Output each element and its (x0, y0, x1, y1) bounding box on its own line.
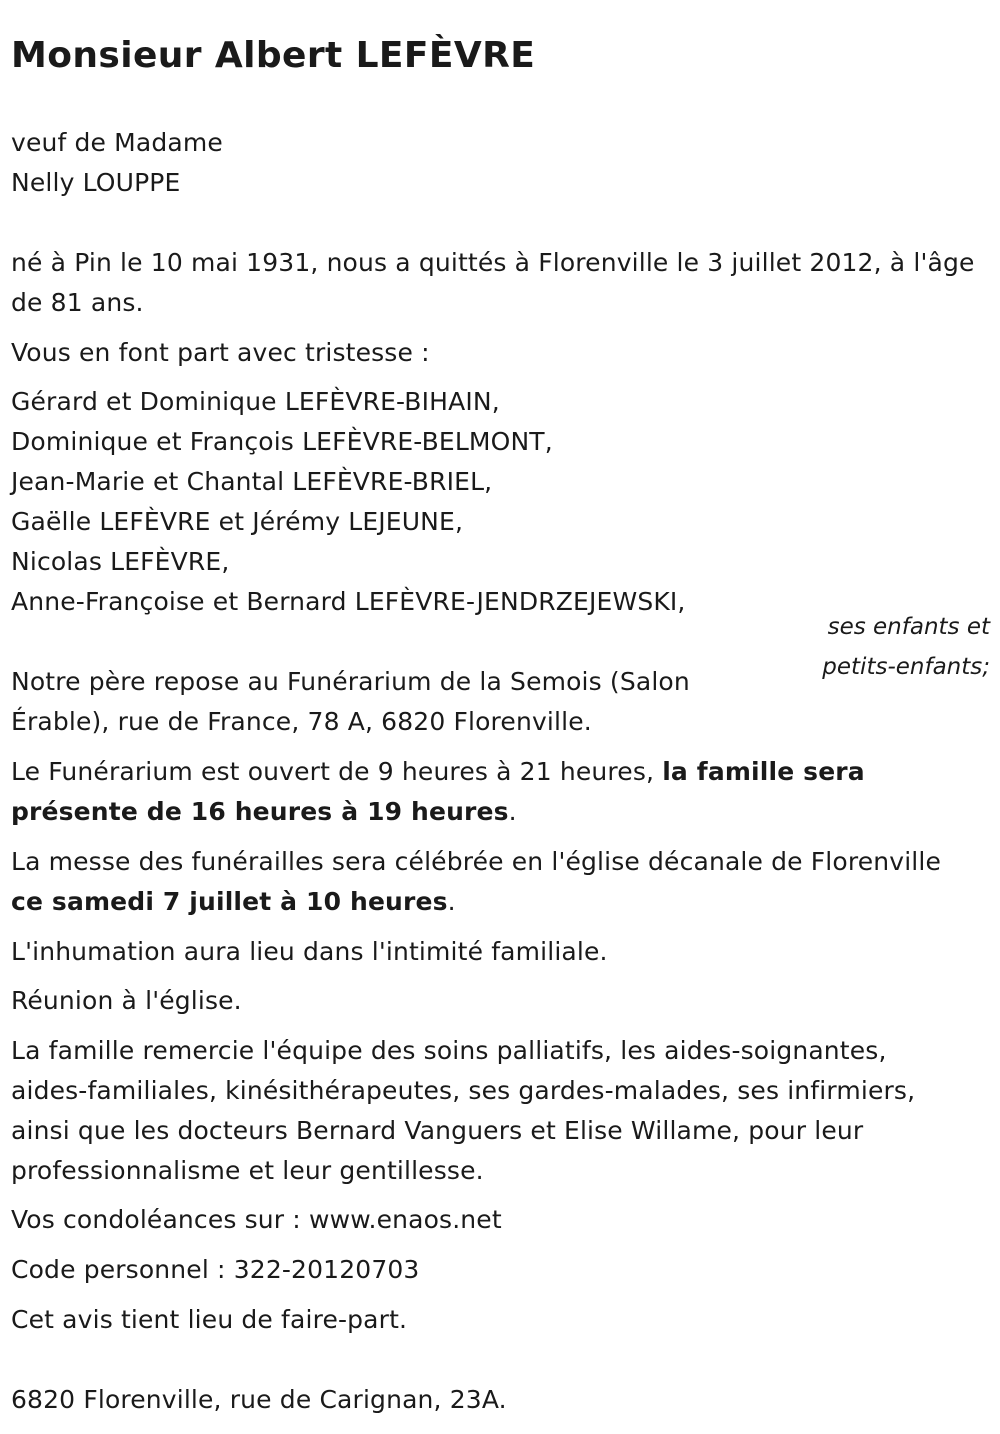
meeting-line: Réunion à l'église. (11, 986, 242, 1015)
punctuation: . (508, 797, 517, 826)
family-member: Gaëlle LEFÈVRE et Jérémy LEJEUNE, (11, 507, 464, 536)
family-member: Nicolas LEFÈVRE, (11, 547, 230, 576)
family-presence-hours: présente de 16 heures à 19 heures (11, 797, 509, 826)
personal-code-line (11, 1250, 420, 1290)
mass-date-line (11, 882, 456, 922)
address-line: 6820 Florenville, rue de Carignan, 23A. (11, 1385, 507, 1414)
punctuation: . (447, 887, 456, 916)
condolences-link[interactable]: www.enaos.net (309, 1205, 502, 1234)
visiting-hours-text: Le Funérarium est ouvert de 9 heures à 21 heures, (11, 757, 655, 786)
widow-name: Nelly LOUPPE (11, 168, 181, 197)
notice-line: Cet avis tient lieu de faire-part. (11, 1305, 408, 1334)
family-member: Anne-Françoise et Bernard LEFÈVRE-JENDRZEJEWSKI, (11, 587, 686, 616)
family-member: Gérard et Dominique LEFÈVRE-BIHAIN, (11, 387, 500, 416)
personal-code-value: 322-20120703 (233, 1255, 420, 1284)
family-role: ses enfants et petits-enfants; (822, 614, 990, 680)
thanks-line: ainsi que les docteurs Bernard Vanguers et Elise Willame, pour leur (11, 1116, 864, 1145)
thanks-line: professionnalisme et leur gentillesse. (11, 1156, 484, 1185)
thanks-line: La famille remercie l'équipe des soins palliatifs, les aides-soignantes, (11, 1036, 887, 1065)
family-member: Jean-Marie et Chantal LEFÈVRE-BRIEL, (11, 467, 493, 496)
personal-code-label: Code personnel : (11, 1255, 226, 1284)
repose-line: Notre père repose au Funérarium de la Semois (Salon (11, 667, 690, 696)
mass-date: ce samedi 7 juillet à 10 heures (11, 887, 448, 916)
repose-address: Érable), rue de France, 78 A, 6820 Florenville. (11, 707, 592, 736)
mass-line: La messe des funérailles sera célébrée en l'église décanale de Florenville (11, 847, 942, 876)
condolences-label: Vos condoléances sur : (11, 1205, 301, 1234)
widow-line: veuf de Madame (11, 128, 223, 157)
birth-death-line: né à Pin le 10 mai 1931, nous a quittés à Florenville le 3 juillet 2012, à l'âge (11, 248, 975, 277)
family-presence: la famille sera (662, 757, 865, 786)
burial-line: L'inhumation aura lieu dans l'intimité familiale. (11, 937, 608, 966)
announcement-intro: Vous en font part avec tristesse : (11, 338, 430, 367)
family-presence-line (11, 792, 517, 832)
page-title: Monsieur Albert LEFÈVRE (11, 35, 536, 76)
thanks-line: aides-familiales, kinésithérapeutes, ses gardes-malades, ses infirmiers, (11, 1076, 916, 1105)
age-line: de 81 ans. (11, 288, 144, 317)
condolences-line (11, 1200, 502, 1240)
visiting-hours (11, 752, 865, 792)
family-member: Dominique et François LEFÈVRE-BELMONT, (11, 427, 553, 456)
